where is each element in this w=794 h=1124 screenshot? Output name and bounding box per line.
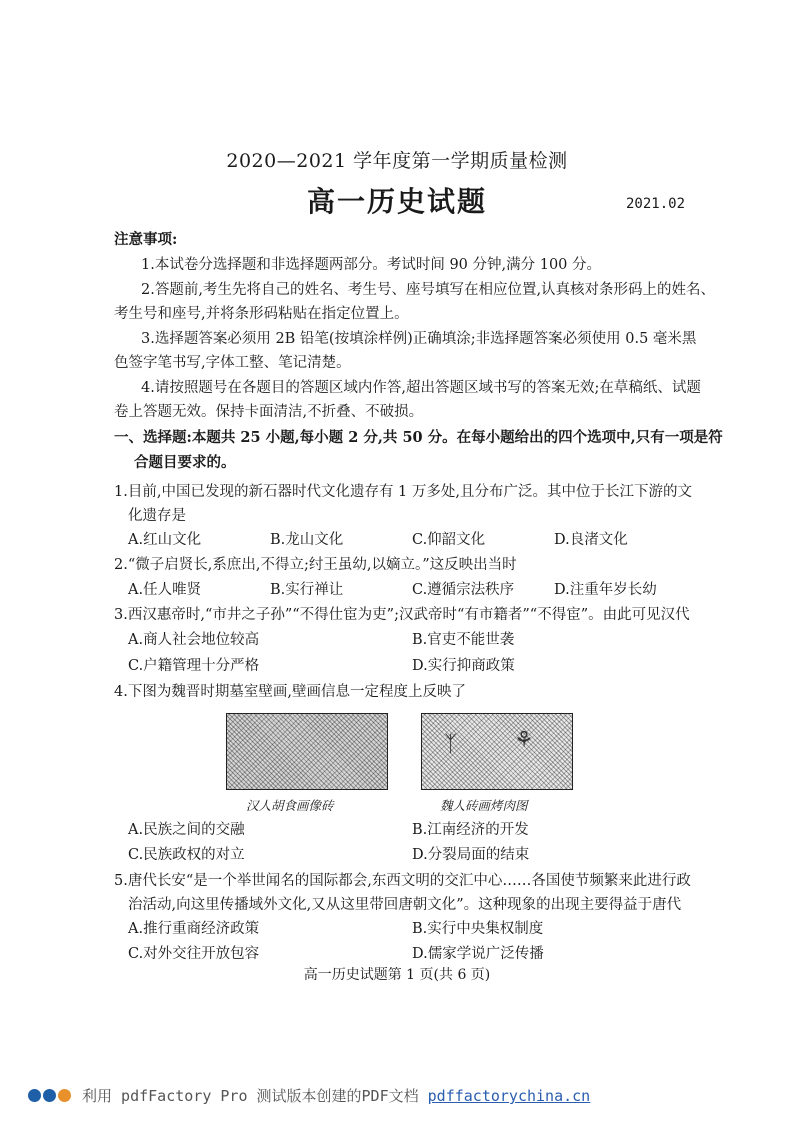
question-5-stem-cont: 治活动,向这里传播域外文化,又从这里带回唐朝文化”。这种现象的出现主要得益于唐代 xyxy=(128,897,682,913)
question-1-stem: 1.目前,中国已发现的新石器时代文化遗存有 1 万多处,且分布广泛。其中位于长江下游的文 xyxy=(114,484,692,500)
watermark-link[interactable]: pdffactorychina.cn xyxy=(427,1087,591,1105)
section-heading: 一、选择题:本题共 25 小题,每小题 2 分,共 50 分。在每小题给出的四个选项中,只有一项是符 xyxy=(114,429,723,446)
q4-option-d[interactable]: D.分裂局面的结束 xyxy=(412,847,530,863)
q1-option-a[interactable]: A.红山文化 xyxy=(128,532,202,548)
exam-date: 2021.02 xyxy=(626,196,686,212)
notice-item: 考生号和座号,并将条形码粘贴在指定位置上。 xyxy=(114,306,409,322)
q2-option-a[interactable]: A.任人唯贤 xyxy=(128,582,202,598)
question-1-stem-cont: 化遗存是 xyxy=(128,508,186,524)
q5-option-c[interactable]: C.对外交往开放包容 xyxy=(128,946,260,962)
notice-heading: 注意事项: xyxy=(114,231,178,248)
notice-item: 4.请按照题号在各题目的答题区域内作答,超出答题区域书写的答案无效;在草稿纸、试题 xyxy=(141,380,701,396)
figure-sketch-icon: ⚘ xyxy=(514,728,534,753)
question-3-stem: 3.西汉惠帝时,“市井之子孙”“不得仕宦为吏”;汉武帝时“有市籍者”“不得宦”。由此可见汉代 xyxy=(114,607,690,623)
question-2-stem: 2.“微子启贤长,系庶出,不得立;纣王虽幼,以嫡立。”这反映出当时 xyxy=(114,557,517,573)
q5-option-d[interactable]: D.儒家学说广泛传播 xyxy=(412,946,544,962)
exam-title: 2020—2021 学年度第一学期质量检测 xyxy=(226,150,568,172)
notice-item: 1.本试卷分选择题和非选择题两部分。考试时间 90 分钟,满分 100 分。 xyxy=(141,257,602,273)
q1-option-d[interactable]: D.良渚文化 xyxy=(554,532,628,548)
brand-dot-icon xyxy=(58,1089,71,1102)
q3-option-a[interactable]: A.商人社会地位较高 xyxy=(128,632,260,648)
section-heading-cont: 合题目要求的。 xyxy=(134,454,236,471)
brand-dot-icon xyxy=(28,1089,41,1102)
q2-option-d[interactable]: D.注重年岁长幼 xyxy=(554,582,657,598)
question-5-stem: 5.唐代长安“是一个举世闻名的国际都会,东西文明的交汇中心……各国使节频繁来此进行政 xyxy=(114,873,691,889)
q1-option-b[interactable]: B.龙山文化 xyxy=(270,532,344,548)
q3-option-d[interactable]: D.实行抑商政策 xyxy=(412,658,515,674)
page-footer: 高一历史试题第 1 页(共 6 页) xyxy=(303,967,491,983)
notice-item: 2.答题前,考生先将自己的姓名、考生号、座号填写在相应位置,认真核对条形码上的姓名、 xyxy=(141,282,716,298)
q5-option-a[interactable]: A.推行重商经济政策 xyxy=(128,921,260,937)
notice-item: 色签字笔书写,字体工整、笔记清楚。 xyxy=(114,355,351,371)
figure-caption-right: 魏人砖画烤肉图 xyxy=(440,798,528,813)
notice-item: 卷上答题无效。保持卡面清洁,不折叠、不破损。 xyxy=(114,404,424,420)
q4-option-b[interactable]: B.江南经济的开发 xyxy=(412,822,529,838)
brand-dot-icon xyxy=(43,1089,56,1102)
q1-option-c[interactable]: C.仰韶文化 xyxy=(412,532,486,548)
q2-option-b[interactable]: B.实行禅让 xyxy=(270,582,344,598)
mural-image-wei-roast xyxy=(421,713,573,790)
notice-item: 3.选择题答案必须用 2B 铅笔(按填涂样例)正确填涂;非选择题答案必须使用 0.5 毫米黑 xyxy=(141,331,697,347)
q5-option-b[interactable]: B.实行中央集权制度 xyxy=(412,921,544,937)
question-4-stem: 4.下图为魏晋时期墓室壁画,壁画信息一定程度上反映了 xyxy=(114,684,466,700)
pdf-watermark xyxy=(28,1085,590,1106)
q2-option-c[interactable]: C.遵循宗法秩序 xyxy=(412,582,515,598)
q3-option-b[interactable]: B.官吏不能世袭 xyxy=(412,632,515,648)
q3-option-c[interactable]: C.户籍管理十分严格 xyxy=(128,658,260,674)
mural-image-han-feast xyxy=(226,713,388,790)
figure-caption-left: 汉人胡食画像砖 xyxy=(246,798,334,813)
subject-title: 高一历史试题 xyxy=(306,185,487,218)
watermark-text: 利用 pdfFactory Pro 测试版本创建的PDF文档 xyxy=(82,1087,419,1105)
q4-option-c[interactable]: C.民族政权的对立 xyxy=(128,847,245,863)
figure-sketch-icon: ᛉ xyxy=(444,732,458,757)
q4-option-a[interactable]: A.民族之间的交融 xyxy=(128,822,245,838)
